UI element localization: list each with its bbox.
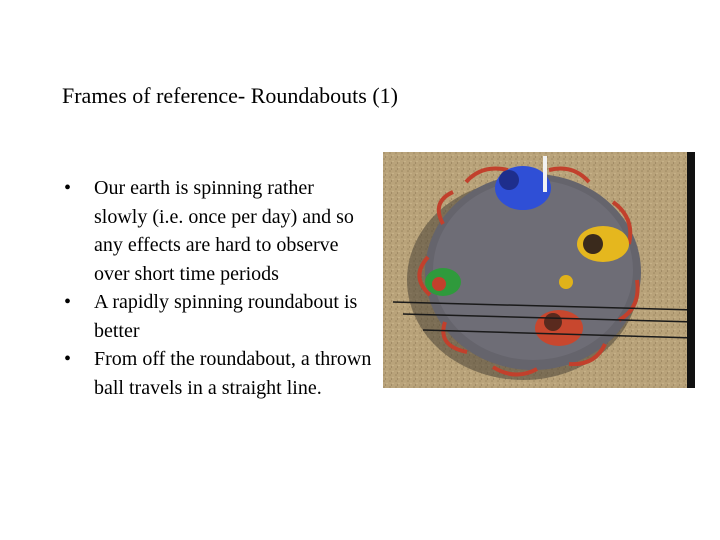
- bullet-text: Our earth is spinning rather slowly (i.e. once per day) and so any effects are hard to observe over short time periods: [94, 177, 354, 285]
- child-red: [535, 310, 583, 346]
- bullet-item-earth: [62, 174, 372, 288]
- bullet-marker: •: [64, 291, 72, 313]
- bullet-item-roundabout: [62, 288, 372, 345]
- bullet-text: From off the roundabout, a thrown ball travels in a straight line.: [94, 348, 372, 399]
- roundabout-photo: [383, 152, 695, 388]
- child-green: [425, 268, 461, 296]
- bullet-marker: •: [64, 177, 72, 199]
- ball: [559, 275, 573, 289]
- bullet-list: [62, 174, 372, 402]
- bullet-text: A rapidly spinning roundabout is better: [94, 291, 358, 342]
- slide-title: Frames of reference- Roundabouts (1): [62, 83, 398, 108]
- child-yellow: [577, 226, 629, 262]
- bullet-marker: •: [64, 348, 72, 370]
- roundabout-illustration: [383, 152, 695, 388]
- photo-edge: [687, 152, 695, 388]
- bullet-item-thrown-ball: [62, 345, 372, 402]
